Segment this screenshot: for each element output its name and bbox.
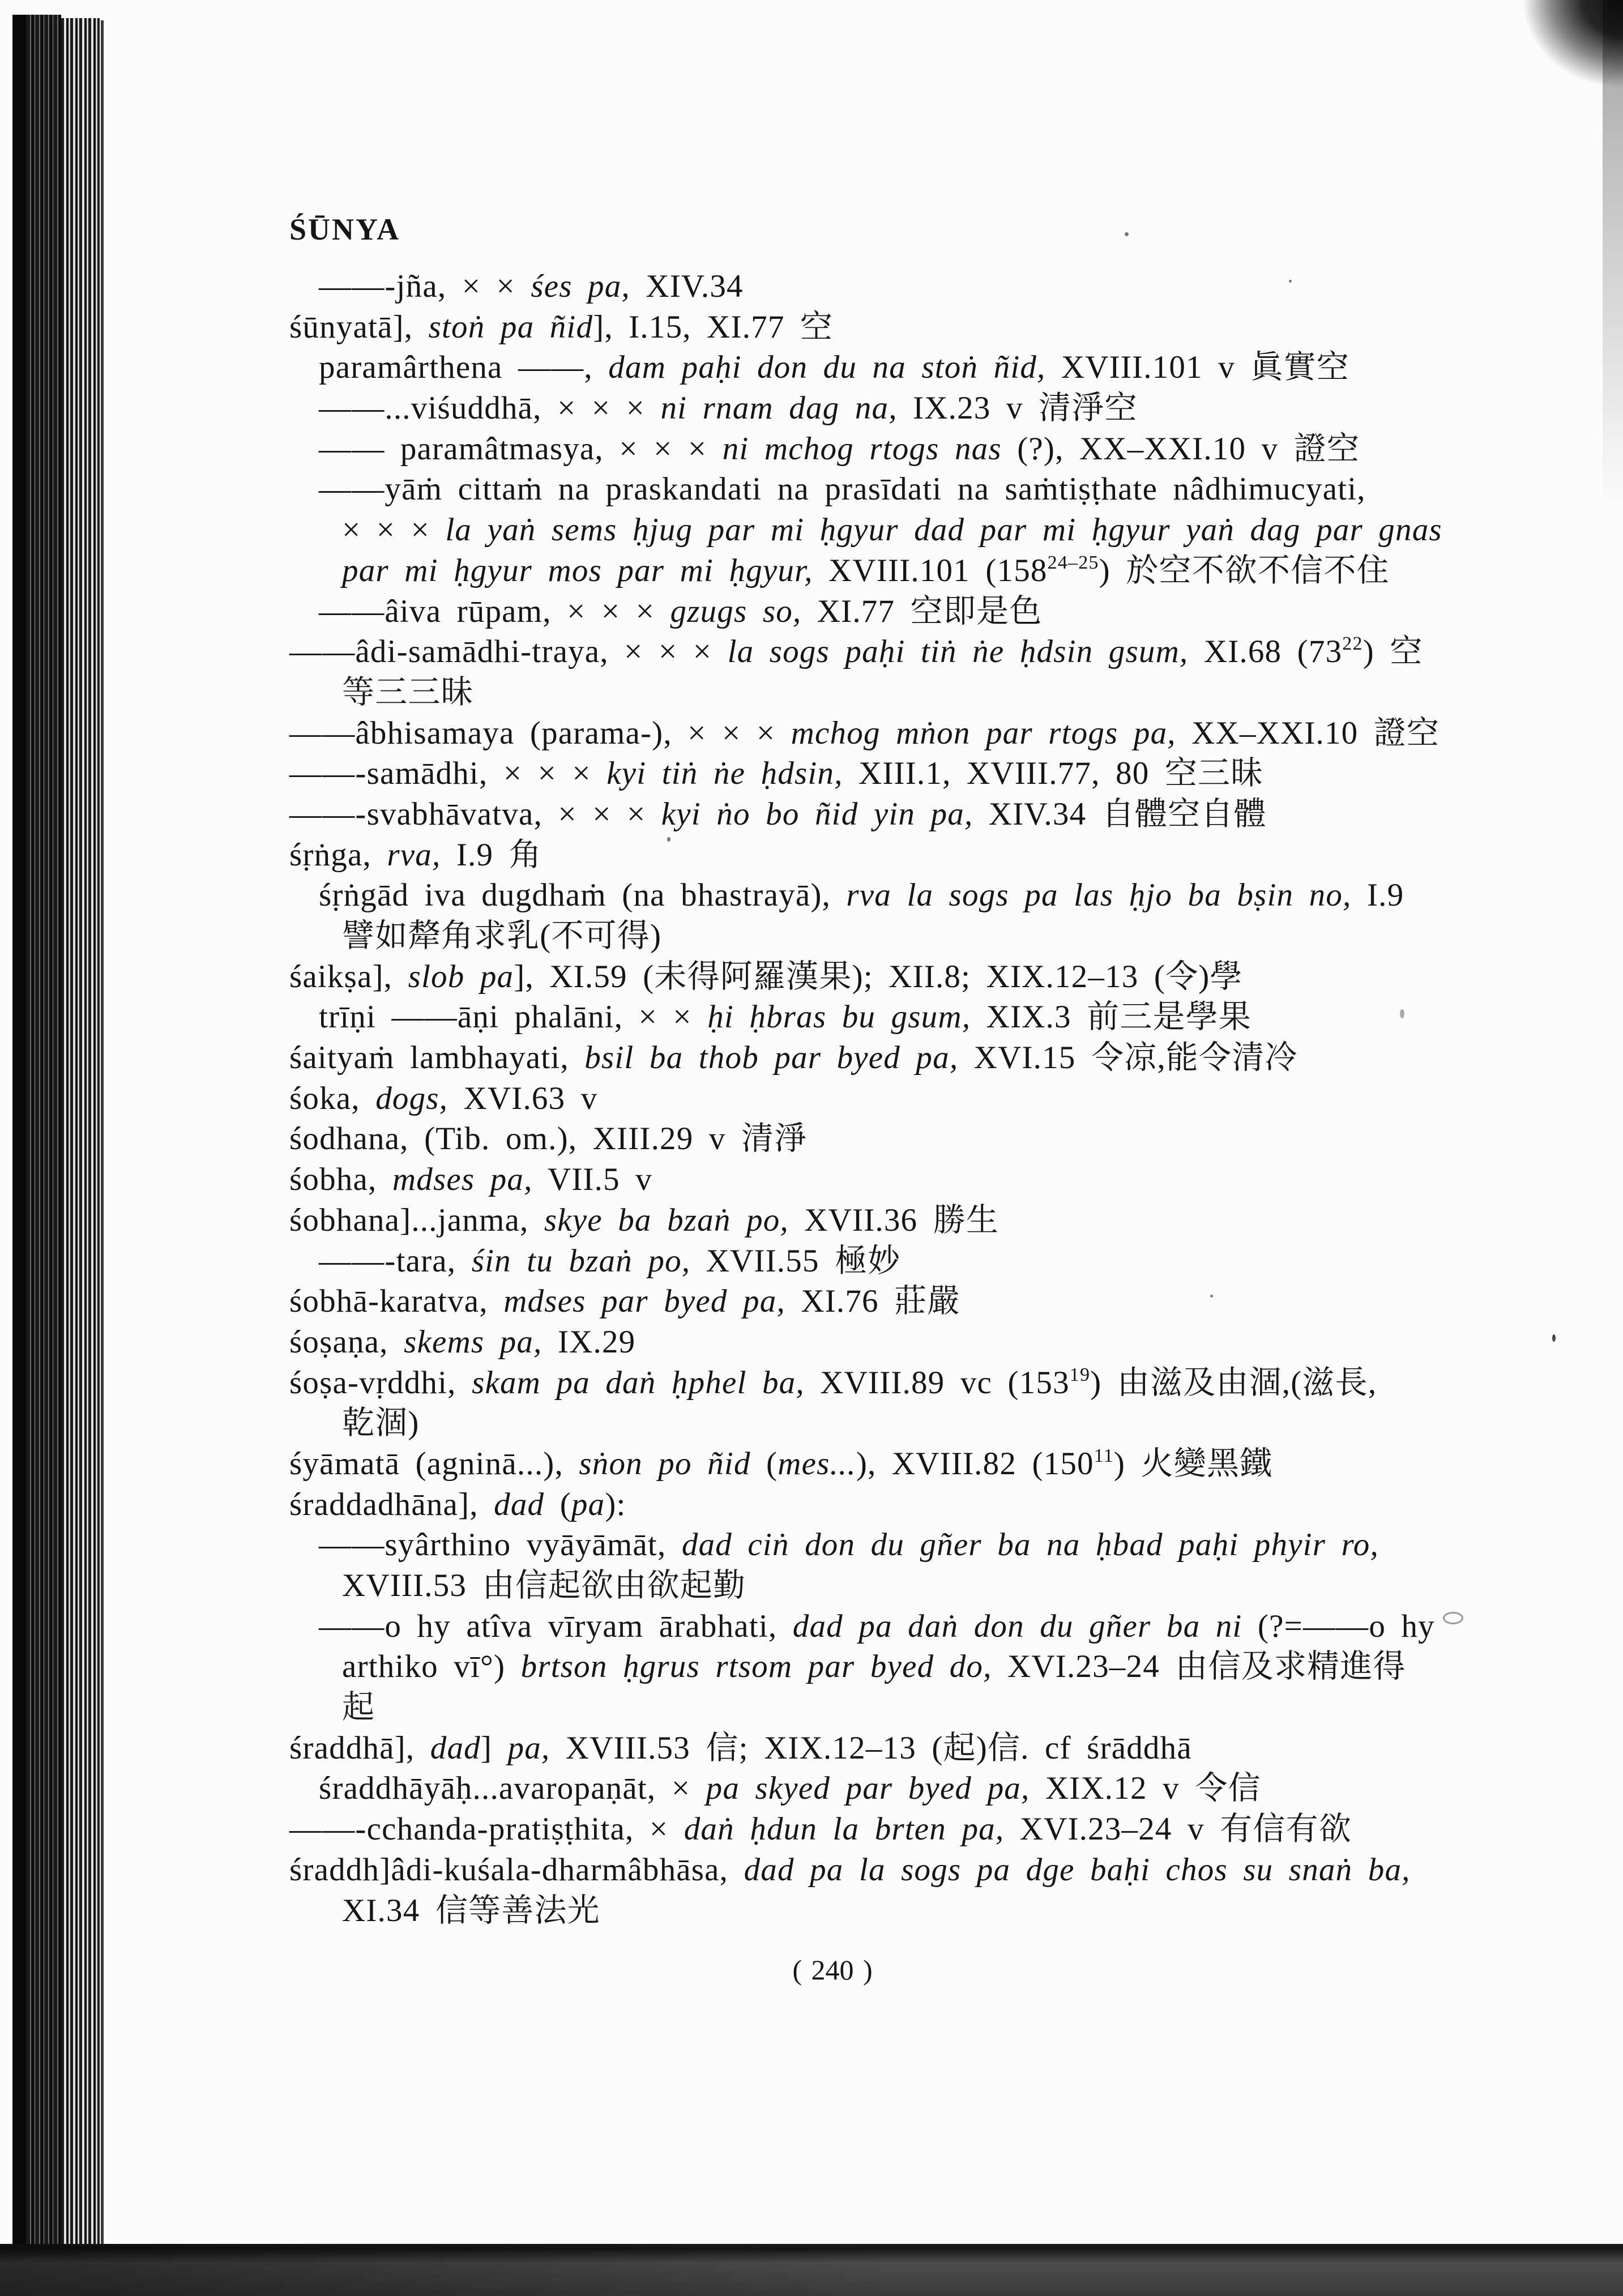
entry-line <box>0 1038 1623 1078</box>
entry-text: śaikṣa], <box>289 958 408 995</box>
continuation-line <box>0 510 1623 550</box>
reference-text: ], XI.59 (未得阿羅漢果); XII.8; XIX.12–13 (令)學 <box>514 958 1243 995</box>
tibetan-text: skems pa, <box>404 1324 543 1360</box>
tibetan-text: par mi ḥgyur mos par mi ḥgyur, <box>342 552 813 588</box>
entry-text: śoka, <box>289 1080 376 1116</box>
reference-text: ) 火變黑鐵 <box>1113 1445 1273 1482</box>
entry-text: ——-samādhi, × × × <box>289 756 607 792</box>
reference-text: XVII.36 勝生 <box>788 1202 1000 1238</box>
entry-line <box>0 1363 1623 1403</box>
entry-line <box>0 347 1623 388</box>
reference-text: ), XVIII.82 (150 <box>856 1445 1094 1482</box>
entry-line <box>0 1444 1623 1484</box>
reference-text: XIV.34 <box>630 268 744 304</box>
tibetan-text: sṅon po ñid <box>579 1445 751 1482</box>
continuation-line <box>0 1890 1623 1931</box>
entry-text: paramârthena ——, <box>319 349 609 386</box>
reference-text: XI.76 莊嚴 <box>785 1283 960 1320</box>
entry-text: —— paramâtmasya, × × × <box>319 430 723 467</box>
entry-text: śraddadhāna], <box>289 1486 494 1522</box>
entry-line <box>0 794 1623 835</box>
entry-line <box>0 1809 1623 1850</box>
entry-line <box>0 1078 1623 1119</box>
entry-text: ——-tara, <box>319 1243 472 1279</box>
entry-text: ——-cchanda-pratiṣṭhita, × <box>289 1811 684 1847</box>
continuation-line <box>0 672 1623 713</box>
tibetan-text: śin tu bzaṅ po, <box>471 1243 691 1279</box>
tibetan-text: dam paḥi don du na stoṅ ñid, <box>608 349 1046 386</box>
page-number: ( 240 ) <box>792 1954 873 1986</box>
entry-text: śyāmatā (agninā...), <box>289 1445 579 1482</box>
reference-text: XVIII.53 信; XIX.12–13 (起)信. cf śrāddhā <box>550 1730 1192 1766</box>
entry-text: XVIII.53 由信起欲由欲起勤 <box>342 1568 746 1603</box>
reference-text: XVI.23–24 v 有信有欲 <box>1004 1811 1352 1847</box>
entry-line <box>0 469 1623 510</box>
continuation-line <box>0 1646 1623 1687</box>
entry-line <box>0 957 1623 997</box>
reference-text: VII.5 v <box>532 1162 652 1198</box>
reference-text: XVIII.101 v 眞實空 <box>1045 349 1349 386</box>
entry-text: trīṇi ——āṇi phalāni, × × <box>319 999 708 1035</box>
entry-line <box>0 631 1623 672</box>
entry-line <box>0 1159 1623 1200</box>
tibetan-text: pa <box>571 1486 605 1522</box>
reference-text: XIX.12 v 令信 <box>1030 1770 1261 1807</box>
entry-line <box>0 1728 1623 1769</box>
reference-text: XVII.55 極妙 <box>690 1243 901 1279</box>
reference-text: XVI.23–24 由信及求精進得 <box>992 1649 1406 1685</box>
section-header: ŚŪNYA <box>289 212 401 246</box>
entry-text: śṛṅgād iva dugdhaṁ (na bhastrayā), <box>319 877 847 914</box>
entry-line <box>0 1281 1623 1322</box>
reference-text: ] <box>480 1730 508 1766</box>
entry-line <box>0 1768 1623 1809</box>
tibetan-text: la yaṅ sems ḥjug par mi ḥgyur dad par mi ḥgyur yaṅ dag par gnas <box>445 512 1442 548</box>
tibetan-text: rva, <box>387 837 441 873</box>
note-superscript: 19 <box>1069 1364 1091 1385</box>
reference-text: XVIII.89 vc (153 <box>804 1364 1070 1401</box>
tibetan-text: skam pa daṅ ḥphel ba, <box>472 1364 805 1401</box>
entry-text: arthiko vī°) <box>342 1649 521 1685</box>
entry-line <box>0 429 1623 470</box>
tibetan-text: ni mchog rtogs nas <box>722 430 1002 467</box>
reference-text: IX.29 <box>542 1324 636 1360</box>
entry-line <box>0 1484 1623 1525</box>
reference-text: ( <box>750 1445 778 1482</box>
entry-text: śaityaṁ lambhayati, <box>289 1040 585 1076</box>
tibetan-text: dad pa la sogs pa dge baḥi chos su snaṅ ba, <box>744 1851 1411 1888</box>
tibetan-text: ni rnam dag na, <box>660 390 898 426</box>
reference-text: IX.23 v 清淨空 <box>897 390 1138 426</box>
entry-text: × × × <box>342 512 446 548</box>
reference-text: XX–XXI.10 證空 <box>1176 715 1440 751</box>
entry-line <box>0 997 1623 1038</box>
tibetan-text: gzugs so, <box>670 593 802 629</box>
reference-text: ): <box>605 1486 626 1522</box>
entry-text: ——-svabhāvatva, × × × <box>289 796 661 832</box>
tibetan-text: mchog mṅon par rtogs pa, <box>791 715 1176 751</box>
entry-line <box>0 1850 1623 1890</box>
entry-text: ——...viśuddhā, × × × <box>319 390 661 426</box>
note-superscript: 24–25 <box>1047 552 1099 573</box>
tibetan-text: dad <box>494 1486 545 1522</box>
tibetan-text: slob pa <box>408 958 514 995</box>
continuation-line <box>0 1687 1623 1728</box>
entry-line <box>0 875 1623 916</box>
reference-text: ], I.15, XI.77 空 <box>593 309 834 345</box>
entry-text: śobhā-karatva, <box>289 1283 504 1320</box>
entry-text: 等三三昧 <box>342 674 474 710</box>
tibetan-text: rva la sogs pa las ḥjo ba bṣin no, <box>846 877 1352 914</box>
entry-line <box>0 713 1623 754</box>
continuation-line <box>0 916 1623 957</box>
tibetan-text: dad pa daṅ don du gñer ba ni <box>792 1608 1242 1644</box>
continuation-line <box>0 1403 1623 1444</box>
entry-line <box>0 1241 1623 1282</box>
note-superscript: 22 <box>1342 633 1363 655</box>
tibetan-text: brtson ḥgrus rtsom par byed do, <box>520 1649 992 1685</box>
entry-line <box>0 591 1623 632</box>
tibetan-text: mes... <box>778 1445 856 1482</box>
tibetan-text: kyi tiṅ ṅe ḥdsin, <box>607 756 843 792</box>
reference-text: I.9 <box>1351 877 1404 914</box>
tibetan-text: skye ba bzaṅ po, <box>544 1202 789 1238</box>
entry-text: śobhana]...janma, <box>289 1202 544 1238</box>
reference-text: XIX.3 前三是學果 <box>971 999 1252 1035</box>
reference-text: XIII.1, XVIII.77, 80 空三昧 <box>843 756 1264 792</box>
entry-line <box>0 1525 1623 1565</box>
entry-text: 乾涸) <box>342 1405 420 1441</box>
tibetan-text: dad ciṅ don du gñer ba na ḥbad paḥi phyir ro, <box>681 1527 1379 1563</box>
entry-line <box>0 1200 1623 1241</box>
entry-text: 起 <box>342 1689 375 1726</box>
entry-line <box>0 835 1623 876</box>
reference-text: (?=——o hy <box>1242 1608 1435 1644</box>
entry-text: ——o hy atîva vīryam ārabhati, <box>319 1608 793 1644</box>
entry-text: ——-jña, × × <box>319 268 531 304</box>
entry-text: ——syârthino vyāyāmāt, <box>319 1527 682 1563</box>
reference-text: ( <box>544 1486 571 1522</box>
entry-text: śṛṅga, <box>289 837 387 873</box>
reference-text: XVI.63 v <box>448 1080 598 1116</box>
tibetan-text: mdses pa, <box>392 1162 533 1198</box>
entry-line <box>0 1606 1623 1647</box>
scan-speck <box>1125 232 1129 236</box>
tibetan-text: stoṅ pa ñid <box>428 309 593 345</box>
entry-text: śoṣaṇa, <box>289 1324 404 1360</box>
entry-text: śoṣa-vṛddhi, <box>289 1364 472 1401</box>
reference-text: XIV.34 自體空自體 <box>973 796 1267 832</box>
entry-line <box>0 1322 1623 1363</box>
entry-text: ——âbhisamaya (parama-), × × × <box>289 715 791 751</box>
entry-text: śobha, <box>289 1162 392 1198</box>
entry-line <box>0 307 1623 348</box>
tibetan-text: dad <box>430 1730 481 1766</box>
reference-text: XI.68 (73 <box>1188 634 1343 670</box>
reference-text: ) 由滋及由涸,(滋長, <box>1090 1364 1377 1401</box>
tibetan-text: śes pa, <box>531 268 630 304</box>
tibetan-text: pa, <box>507 1730 550 1766</box>
entry-text: ——yāṁ cittaṁ na praskandati na prasīdati na saṁtiṣṭhate nâdhimucyati, <box>319 471 1366 507</box>
reference-text: ) 於空不欲不信不住 <box>1099 552 1390 588</box>
continuation-line <box>0 1565 1623 1606</box>
entry-line <box>0 388 1623 429</box>
reference-text: XVIII.101 (158 <box>813 552 1048 588</box>
tibetan-text: kyi ṅo bo ñid yin pa, <box>661 796 973 832</box>
tibetan-text: la sogs paḥi tiṅ ṅe ḥdsin gsum, <box>727 634 1189 670</box>
reference-text: I.9 角 <box>441 837 542 873</box>
entry-text: ——âiva rūpam, × × × <box>319 593 670 629</box>
entry-text: śraddh]âdi-kuśala-dharmâbhāsa, <box>289 1851 744 1888</box>
reference-text: ) 空 <box>1363 634 1423 670</box>
continuation-line <box>0 550 1623 591</box>
entry-text: śraddhā], <box>289 1730 430 1766</box>
entry-text: śodhana, (Tib. om.), XIII.29 v 清淨 <box>289 1121 808 1157</box>
entry-text: ——âdi-samādhi-traya, × × × <box>289 634 728 670</box>
tibetan-text: daṅ ḥdun la brten pa, <box>684 1811 1005 1847</box>
entry-line <box>0 1119 1623 1159</box>
entry-text: śūnyatā], <box>289 309 429 345</box>
entry-text: XI.34 信等善法光 <box>342 1892 600 1928</box>
entry-line <box>0 266 1623 307</box>
reference-text: (?), XX–XXI.10 v 證空 <box>1001 430 1360 467</box>
entry-text: 譬如犛角求乳(不可得) <box>342 918 662 954</box>
tibetan-text: mdses par byed pa, <box>503 1283 785 1320</box>
entry-line <box>0 753 1623 794</box>
tibetan-text: pa skyed par byed pa, <box>706 1770 1030 1807</box>
tibetan-text: bsil ba thob par byed pa, <box>584 1040 959 1076</box>
tibetan-text: dogs, <box>375 1080 449 1116</box>
reference-text: XVI.15 令凉,能令清冷 <box>958 1040 1298 1076</box>
note-superscript: 11 <box>1094 1445 1114 1466</box>
scan-bottom-shadow <box>0 2244 1623 2296</box>
tibetan-text: ḥi ḥbras bu gsum, <box>707 999 971 1035</box>
entry-text: śraddhāyāḥ...avaropaṇāt, × <box>319 1770 706 1807</box>
reference-text: XI.77 空即是色 <box>801 593 1043 629</box>
glossary-entries <box>0 266 1623 1931</box>
